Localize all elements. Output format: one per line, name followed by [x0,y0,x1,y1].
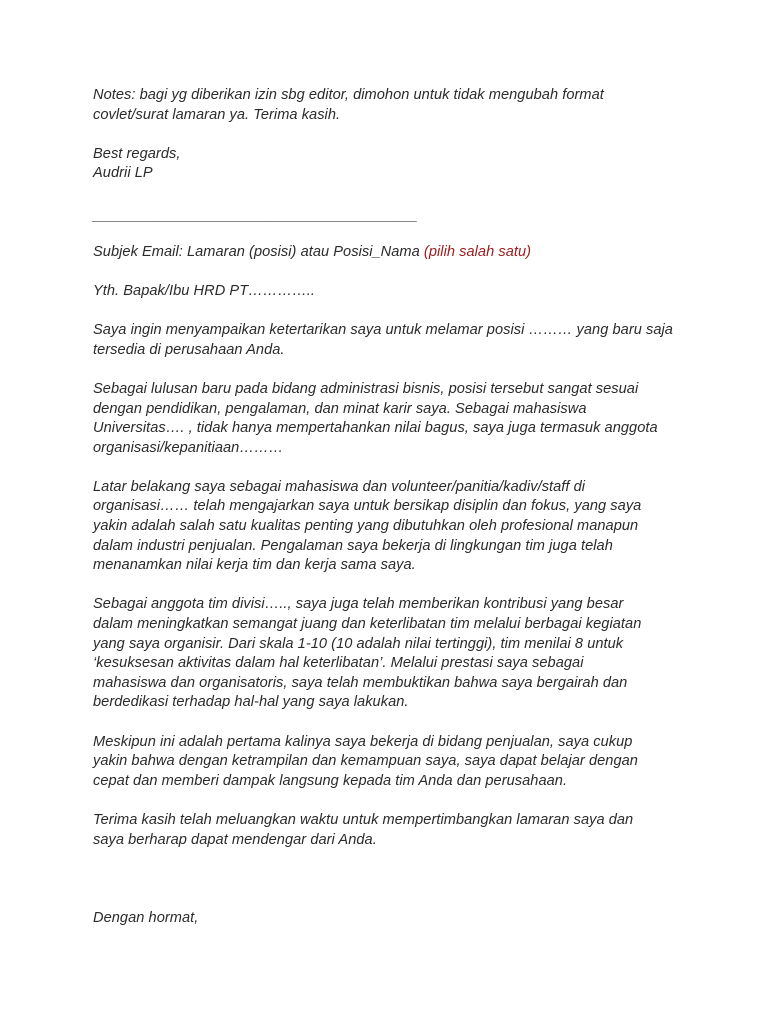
paragraph-line: Latar belakang saya sebagai mahasiswa dan volunteer/panitia/kadiv/staff di [93,478,586,495]
regards-text: Best regards, [93,145,181,162]
paragraph-education [93,380,683,458]
spacer [93,262,683,282]
paragraph-line: ‘kesuksesan aktivitas dalam hal keterlibatan’. Melalui prestasi saya sebagai [93,655,584,672]
notes-block [93,86,683,125]
paragraph-line: dalam industri penjualan. Pengalaman saya bekerja di lingkungan tim juga telah [93,537,613,554]
spacer [93,850,683,870]
paragraph-line: berdedikasi terhadap hal-hal yang saya lakukan. [93,694,409,711]
notes-line: Notes: bagi yg diberikan izin sbg editor, dimohon untuk tidak mengubah format [93,87,604,103]
paragraph-confidence [93,733,683,792]
spacer [93,184,683,204]
closing-salutation: Dengan hormat, [93,909,199,926]
spacer [93,458,683,478]
signature-block [93,145,683,184]
spacer [93,360,683,380]
spacer [93,125,683,145]
paragraph-line: organisasi…… telah mengajarkan saya untuk bersikap disiplin dan fokus, yang saya [93,498,642,515]
spacer [93,870,683,890]
paragraph-line: dalam meningkatkan semangat juang dan keterlibatan tim melalui berbagai kegiatan [93,616,642,633]
paragraph-line: Terima kasih telah meluangkan waktu untuk mempertimbangkan lamaran saya dan [93,811,634,828]
paragraph-interest [93,321,683,360]
paragraph-line: tersedia di perusahaan Anda. [93,341,285,358]
paragraph-line: Sebagai lulusan baru pada bidang administrasi bisnis, posisi tersebut sangat sesuai [93,380,639,397]
paragraph-line: dengan pendidikan, pengalaman, dan minat karir saya. Sebagai mahasiswa [93,400,587,417]
author-name: Audrii LP [93,165,153,182]
spacer [93,576,683,596]
spacer [93,302,683,322]
email-subject-line [93,243,683,263]
paragraph-line: saya berharap dapat mendengar dari Anda. [93,831,377,848]
paragraph-line: cepat dan memberi dampak langsung kepada tim Anda dan perusahaan. [93,772,568,789]
notes-line: covlet/surat lamaran ya. Terima kasih. [93,106,341,123]
paragraph-line: yakin adalah salah satu kualitas penting yang dibutuhkan oleh profesional manapun [93,518,639,535]
paragraph-line: yang saya organisir. Dari skala 1-10 (10 adalah nilai tertinggi), tim menilai 8 untuk [93,635,624,652]
paragraph-contribution [93,595,683,713]
paragraph-line: mahasiswa dan organisatoris, saya telah membuktikan bahwa saya bergairah dan [93,674,628,691]
paragraph-line: organisasi/kepanitiaan……… [93,439,284,456]
paragraph-thanks [93,811,683,850]
spacer [93,223,683,243]
paragraph-line: Universitas…. , tidak hanya mempertahankan nilai bagus, saya juga termasuk anggota [93,420,658,437]
subject-choice-note: (pilih salah satu) [423,243,532,260]
spacer [93,791,683,811]
paragraph-line: Saya ingin menyampaikan ketertarikan saya untuk melamar posisi ……… yang baru saja [93,322,673,339]
cover-letter-document [93,86,683,929]
paragraph-line: yakin bahwa dengan ketrampilan dan kemampuan saya, saya dapat belajar dengan [93,753,638,770]
subject-text: Subjek Email: Lamaran (posisi) atau Posisi_Nama [93,243,424,260]
paragraph-line: Sebagai anggota tim divisi….., saya juga telah memberikan kontribusi yang besar [93,596,624,613]
spacer [93,889,683,909]
paragraph-line: menanamkan nilai kerja tim dan kerja sama saya. [93,557,416,574]
divider-line: ________________________________________ [93,207,418,224]
paragraph-line: Meskipun ini adalah pertama kalinya saya bekerja di bidang penjualan, saya cukup [93,733,633,750]
paragraph-background [93,478,683,576]
spacer [93,713,683,733]
greeting-line: Yth. Bapak/Ibu HRD PT………….. [93,282,315,299]
